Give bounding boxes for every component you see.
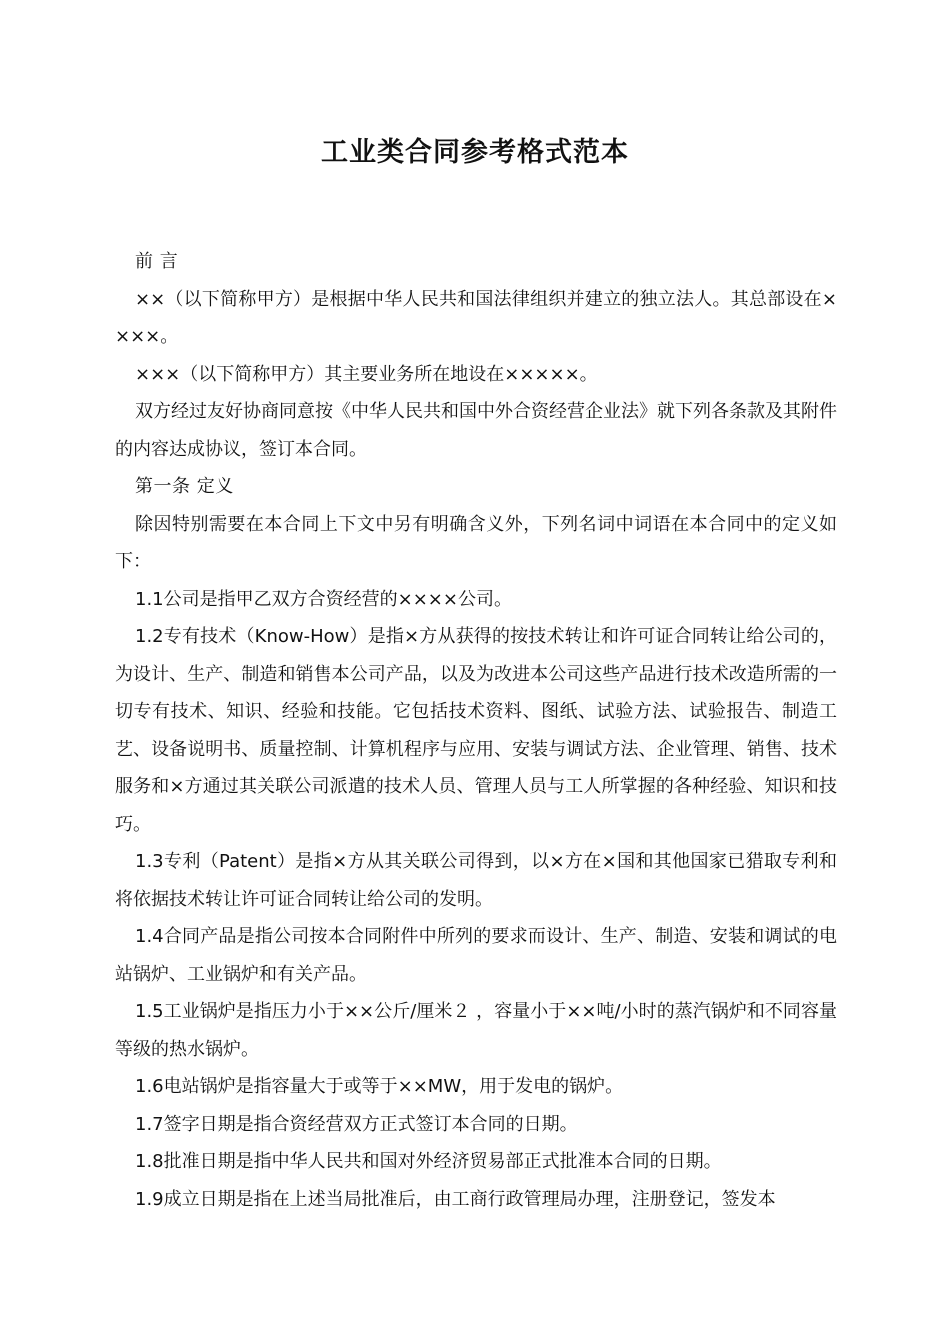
clause-1-1: 1.1公司是指甲乙双方合资经营的××××公司。	[135, 588, 512, 610]
clause-1-3: 1.3专利（Patent）是指×方从其关联公司得到，以×方在×国和其他国家已猎取专利和将依据技术转让许可证合同转让给公司的发明。	[115, 851, 837, 910]
document-body	[115, 243, 837, 1218]
paragraph-party-b-intro: ×××（以下简称甲方）其主要业务所在地设在×××××。	[135, 363, 598, 385]
section-heading-preface: 前 言	[135, 251, 179, 272]
clause-1-4: 1.4合同产品是指公司按本合同附件中所列的要求而设计、生产、制造、安装和调试的电站锅炉、工业锅炉和有关产品。	[115, 926, 837, 985]
paragraph-agreement: 双方经过友好协商同意按《中华人民共和国中外合资经营企业法》就下列各条款及其附件的内容达成协议，签订本合同。	[115, 401, 837, 460]
clause-1-8: 1.8批准日期是指中华人民共和国对外经济贸易部正式批准本合同的日期。	[135, 1151, 722, 1172]
clause-1-9: 1.9成立日期是指在上述当局批准后，由工商行政管理局办理，注册登记，签发本	[135, 1188, 776, 1210]
clause-1-6: 1.6电站锅炉是指容量大于或等于××MW，用于发电的锅炉。	[135, 1076, 624, 1097]
paragraph-party-a-intro: ××（以下简称甲方）是根据中华人民共和国法律组织并建立的独立法人。其总部设在××××。	[115, 288, 837, 347]
paragraph-definitions-intro: 除因特别需要在本合同上下文中另有明确含义外，下列名词中词语在本合同中的定义如下：	[115, 513, 837, 572]
clause-1-2: 1.2专有技术（Know-How）是指×方从获得的按技术转让和许可证合同转让给公司的，为设计、生产、制造和销售本公司产品，以及为改进本公司这些产品进行技术改造所需的一切专有技术、知识、经验和技能。它包括技术资料、图纸、试验方法、试验报告、制造工艺、设备说明书、质量控制、计算机程序与应用、安装与调试方法、企业管理、销售、技术服务和×方通过其关联公司派遣的技术人员、管理人员与工人所掌握的各种经验、知识和技巧。	[115, 626, 837, 835]
section-heading-article-1: 第一条 定义	[135, 476, 234, 497]
clause-1-7: 1.7签字日期是指合资经营双方正式签订本合同的日期。	[135, 1113, 578, 1135]
clause-1-5: 1.5工业锅炉是指压力小于××公斤/厘米２ ，容量小于××吨/小时的蒸汽锅炉和不同容量等级的热水锅炉。	[115, 1001, 837, 1060]
document-title: 工业类合同参考格式范本	[321, 137, 629, 168]
